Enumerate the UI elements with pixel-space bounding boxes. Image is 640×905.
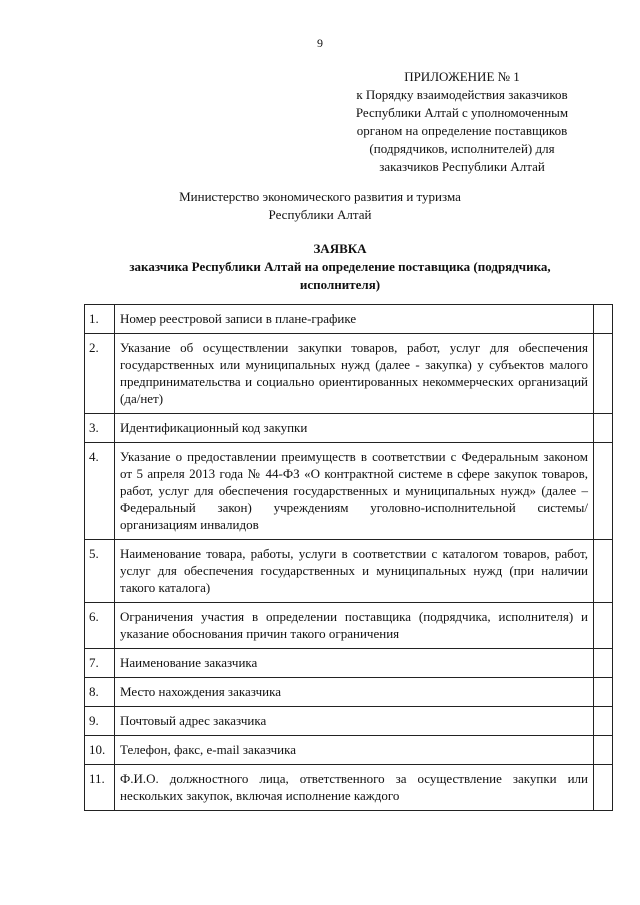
request-subtitle: исполнителя) xyxy=(299,277,381,292)
request-table xyxy=(84,304,613,811)
row-value-cell[interactable] xyxy=(594,540,613,603)
row-value-cell[interactable] xyxy=(594,414,613,443)
row-number: 2. xyxy=(85,334,115,414)
table-row xyxy=(85,603,613,649)
row-label: Место нахождения заказчика xyxy=(115,678,594,707)
appendix-block xyxy=(332,68,592,176)
table-row xyxy=(85,414,613,443)
row-label: Указание об осуществлении закупки товаров, работ, услуг для обеспечения государственных или муниципальных нужд (далее - закупка) у субъектов малого предпринимательства и социально ориентированных некоммерческих организаций (да/нет) xyxy=(115,334,594,414)
table-row xyxy=(85,334,613,414)
appendix-line: (подрядчиков, исполнителей) для xyxy=(369,141,555,156)
row-value-cell[interactable] xyxy=(594,305,613,334)
row-value-cell[interactable] xyxy=(594,678,613,707)
row-number: 9. xyxy=(85,707,115,736)
appendix-line: органом на определение поставщиков xyxy=(356,123,568,138)
row-label: Идентификационный код закупки xyxy=(115,414,594,443)
row-value-cell[interactable] xyxy=(594,649,613,678)
row-number: 3. xyxy=(85,414,115,443)
row-number: 4. xyxy=(85,443,115,540)
appendix-title: ПРИЛОЖЕНИЕ № 1 xyxy=(404,69,520,84)
row-number: 8. xyxy=(85,678,115,707)
table-row xyxy=(85,707,613,736)
row-number: 5. xyxy=(85,540,115,603)
table-row xyxy=(85,765,613,811)
appendix-line: к Порядку взаимодействия заказчиков xyxy=(356,87,568,102)
row-label: Наименование товара, работы, услуги в соответствии с каталогом товаров, работ, услуг для обеспечения государственных и муниципальных нужд (при наличии такого каталога) xyxy=(115,540,594,603)
row-label-cell xyxy=(115,765,594,811)
request-title-block xyxy=(60,240,620,294)
request-title: ЗАЯВКА xyxy=(313,241,367,256)
table-row xyxy=(85,678,613,707)
row-label: Номер реестровой записи в плане-графике xyxy=(115,305,594,334)
row-label: Указание о предоставлении преимуществ в соответствии с Федеральным законом от 5 апреля 2013 года № 44-ФЗ «О контрактной системе в сфере закупок товаров, работ, услуг для обеспечения государственных и муниципальных нужд» (далее – Федеральный закон) учреждениям уголовно-исполнительной системы/организациям инвалидов xyxy=(115,443,594,540)
table-row xyxy=(85,736,613,765)
ministry-line: Министерство экономического развития и туризма xyxy=(179,189,461,204)
row-number: 11. xyxy=(85,765,115,811)
appendix-line: заказчиков Республики Алтай xyxy=(379,159,545,174)
table-row xyxy=(85,540,613,603)
row-label: Почтовый адрес заказчика xyxy=(115,707,594,736)
row-label: Ограничения участия в определении поставщика (подрядчика, исполнителя) и указание обоснования причин такого ограничения xyxy=(115,603,594,649)
row-number: 7. xyxy=(85,649,115,678)
row-value-cell[interactable] xyxy=(594,765,613,811)
appendix-line: Республики Алтай с уполномоченным xyxy=(355,105,569,120)
page-number: 9 xyxy=(317,36,323,50)
row-number: 1. xyxy=(85,305,115,334)
row-value-cell[interactable] xyxy=(594,603,613,649)
row-label: Ф.И.О. должностного лица, ответственного за осуществление закупки или нескольких закупок, включая исполнение каждого xyxy=(120,771,588,803)
ministry-line: Республики Алтай xyxy=(268,207,372,222)
row-value-cell[interactable] xyxy=(594,334,613,414)
row-value-cell[interactable] xyxy=(594,707,613,736)
row-number: 10. xyxy=(85,736,115,765)
row-label: Телефон, факс, e-mail заказчика xyxy=(115,736,594,765)
request-subtitle: заказчика Республики Алтай на определение поставщика (подрядчика, xyxy=(129,259,551,274)
table-row xyxy=(85,649,613,678)
row-number: 6. xyxy=(85,603,115,649)
table-row xyxy=(85,305,613,334)
row-label: Наименование заказчика xyxy=(115,649,594,678)
ministry-block xyxy=(0,188,640,224)
row-value-cell[interactable] xyxy=(594,443,613,540)
table-row xyxy=(85,443,613,540)
row-value-cell[interactable] xyxy=(594,736,613,765)
